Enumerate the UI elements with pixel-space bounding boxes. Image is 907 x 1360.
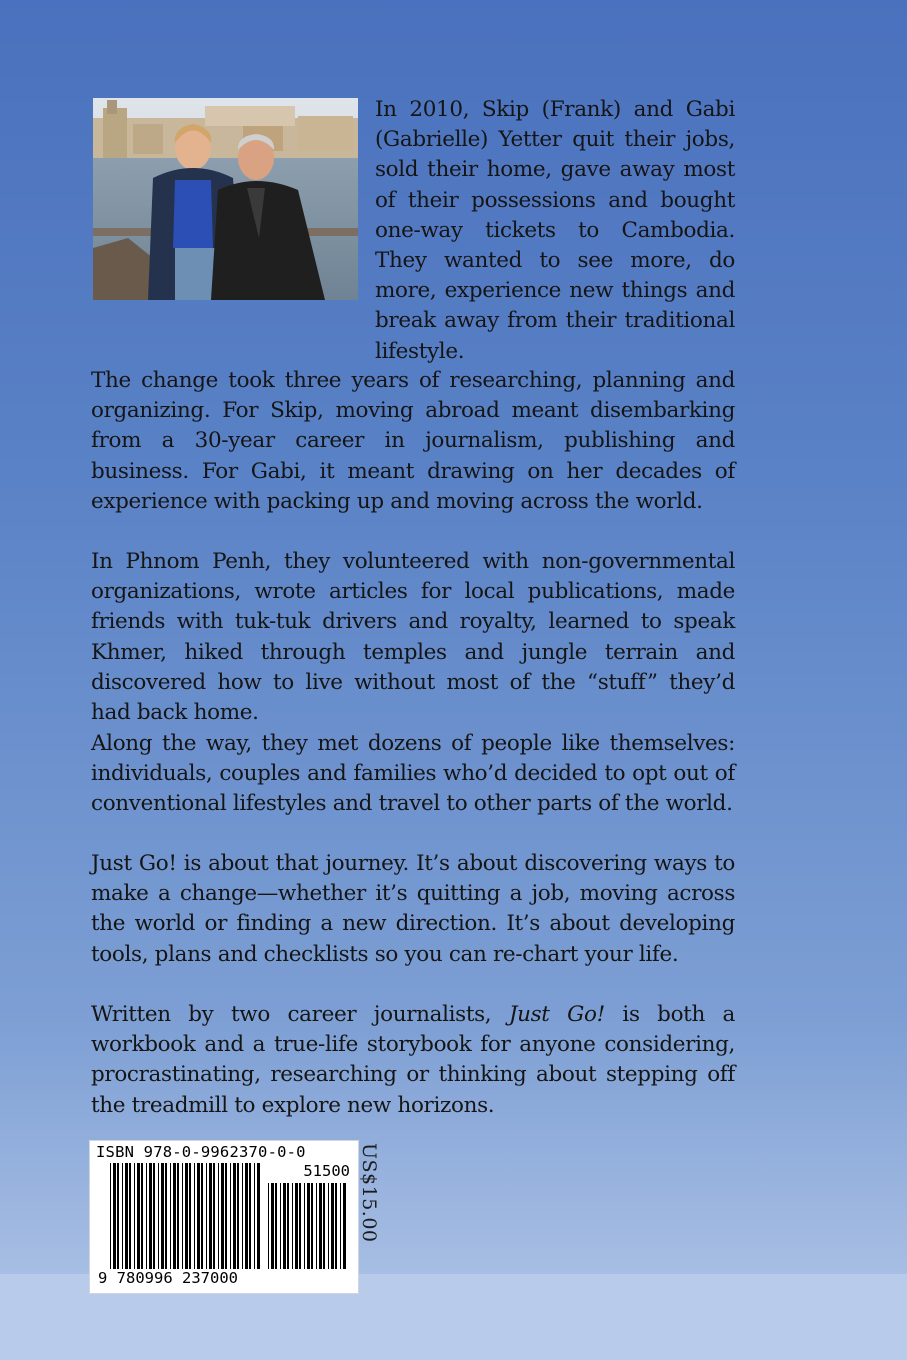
blurb-paragraph-4: Along the way, they met dozens of people like themselves: individuals, couples and families who’d decided to opt out of conventional lifestyles and travel to other parts of the world. [91, 731, 735, 817]
ean13-bars [110, 1163, 260, 1269]
barcode-bar [209, 1163, 212, 1269]
barcode-bar [182, 1163, 183, 1269]
barcode-bar [173, 1163, 176, 1269]
barcode-bar [194, 1163, 195, 1269]
barcode-bar [218, 1163, 219, 1269]
barcode-bar [165, 1163, 167, 1269]
barcode-bar [197, 1163, 200, 1269]
barcode-bar [177, 1163, 179, 1269]
isbn-label: ISBN 978-0-9962370-0-0 [96, 1143, 306, 1161]
barcode-bar [328, 1183, 329, 1269]
barcode-bar [170, 1163, 171, 1269]
barcode-bar [230, 1163, 231, 1269]
barcode-bar [254, 1163, 255, 1269]
barcode-bar [185, 1163, 188, 1269]
barcode-bar [275, 1183, 277, 1269]
barcode-bar [271, 1183, 274, 1269]
blurb-paragraph-1: In 2010, Skip (Frank) and Gabi (Gabrielle) Yetter quit their jobs, sold their home, gave away most of their possessions and bought one-way tickets to Cambodia. They wanted to see more, do more, experience new things and break away from their traditional lifestyle. [375, 97, 735, 364]
barcode-bar [189, 1163, 191, 1269]
barcode-bar [221, 1163, 224, 1269]
barcode-bar [319, 1183, 322, 1269]
barcode-bar [343, 1183, 346, 1269]
author-photo [93, 98, 358, 300]
barcode-bar [331, 1183, 334, 1269]
barcode-bar [304, 1183, 305, 1269]
blurb-paragraph-5: Just Go! is about that journey. It’s about discovering ways to make a change—whether it’s quitting a job, moving across the world or finding a new direction. It’s about developing tools, plans and checklists so you can re-chart your life. [91, 851, 735, 967]
barcode-bar [141, 1163, 143, 1269]
barcode-bar [137, 1163, 140, 1269]
barcode-bar [125, 1163, 128, 1269]
barcode-bar [117, 1163, 119, 1269]
barcode-bar [295, 1183, 298, 1269]
blurb-paragraph-3: In Phnom Penh, they volunteered with non-governmental organizations, wrote articles for local publications, made friends with tuk-tuk drivers and royalty, learned to speak Khmer, hiked through temples and jungle terrain and discovered how to live without most of the “stuff” they’d had back home. [91, 549, 735, 726]
barcode-digits: 9 780996 237000 [98, 1269, 238, 1287]
barcode-bar [268, 1183, 269, 1269]
barcode-bar [283, 1183, 286, 1269]
barcode-bar [340, 1183, 341, 1269]
barcode-bar [316, 1183, 317, 1269]
barcode-price-code: 51500 [303, 1162, 350, 1180]
barcode-bar [158, 1163, 159, 1269]
barcode-bar [249, 1163, 251, 1269]
barcode-bar [242, 1163, 243, 1269]
barcode-bar [161, 1163, 164, 1269]
book-title-italic: Just Go! [508, 1002, 605, 1027]
barcode-bar [307, 1183, 310, 1269]
barcode-bar [129, 1163, 131, 1269]
barcode-bar [225, 1163, 227, 1269]
barcode-bar [134, 1163, 135, 1269]
barcode-bar [280, 1183, 281, 1269]
barcode-bar [206, 1163, 207, 1269]
barcode-bar [153, 1163, 155, 1269]
barcode-bar [257, 1163, 260, 1269]
barcode-bar [299, 1183, 301, 1269]
barcode-bar [146, 1163, 147, 1269]
barcode-bar [245, 1163, 248, 1269]
isbn-barcode [89, 1140, 359, 1294]
blurb-paragraph-6 [91, 1000, 735, 1121]
barcode-bar [335, 1183, 337, 1269]
barcode-bar [213, 1163, 215, 1269]
barcode-bar [110, 1163, 111, 1269]
barcode-bar [233, 1163, 236, 1269]
blurb-paragraph-6-post: is both a workbook and a true-life storybook for anyone considering, procrastinating, researching or thinking about stepping off the treadmill to explore new horizons. [91, 1002, 735, 1118]
addon-bars [268, 1183, 348, 1269]
blurb-paragraph-6-pre: Written by two career journalists, [91, 1002, 509, 1027]
barcode-bar [323, 1183, 325, 1269]
barcode-bar [287, 1183, 289, 1269]
barcode-bar [149, 1163, 152, 1269]
barcode-bar [311, 1183, 313, 1269]
barcode-bar [201, 1163, 203, 1269]
barcode-bar [122, 1163, 123, 1269]
cover-price: US$15.00 [358, 1143, 380, 1243]
barcode-bar [237, 1163, 239, 1269]
barcode-bar [113, 1163, 116, 1269]
barcode-bar [292, 1183, 293, 1269]
blurb-paragraph-2: The change took three years of researching, planning and organizing. For Skip, moving abroad meant disembarking from a 30-year career in journalism, publishing and business. For Gabi, it meant drawing on her decades of experience with packing up and moving across the world. [91, 368, 735, 514]
